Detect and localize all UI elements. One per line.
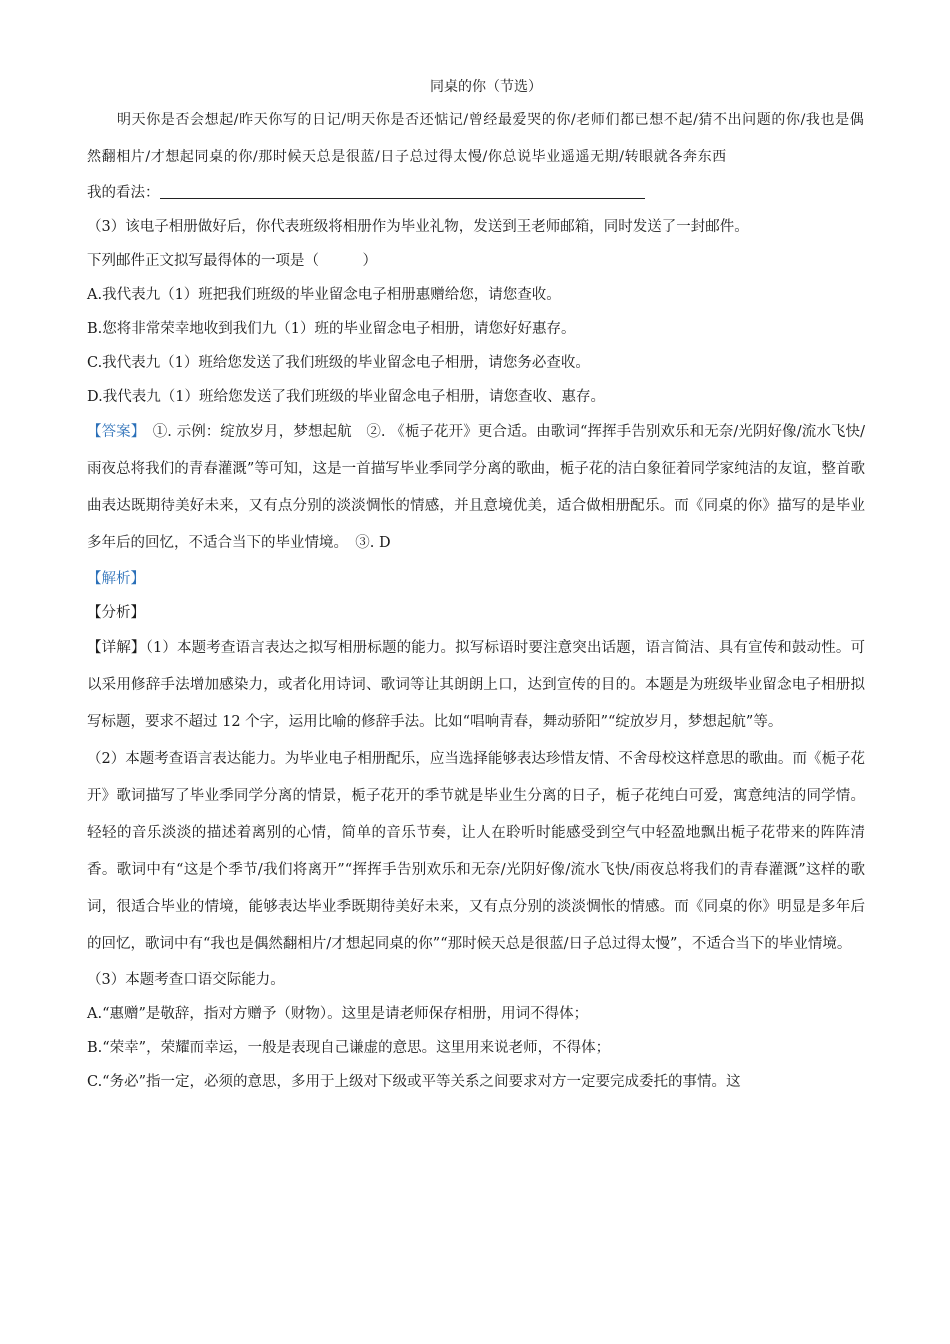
detail-tag: 【详解】 (87, 640, 146, 656)
detail-1-text: （1）本题考查语言表达之拟写相册标题的能力。拟写标语时要注意突出话题，语言简洁、具有宣传和鼓动性。可以采用修辞手法增加感染力，或者化用诗词、歌词等让其朗朗上口，达到宣传的目的。本题是为班级毕业留念电子相册拟写标题，要求不超过 12 个字，运用比喻的修辞手法。比如“唱响青春，舞动骄阳”“绽放岁月，梦想起航”等。 (87, 640, 865, 730)
option-c: C.我代表九（1）班给您发送了我们班级的毕业留念电子相册，请您务必查收。 (87, 355, 590, 371)
detail-paragraph-2: （2）本题考查语言表达能力。为毕业电子相册配乐，应当选择能够表达珍惜友情、不舍母校这样意思的歌曲。而《栀子花开》歌词描写了毕业季同学分离的情景，栀子花开的季节就是毕业生分离的日子，栀子花纯白可爱，寓意纯洁的同学情。轻轻的音乐淡淡的描述着离别的心情，简单的音乐节奏，让人在聆听时能感受到空气中轻盈地飘出栀子花带来的阵阵清香。歌词中有“这是个季节/我们将离开”“挥挥手告别欢乐和无奈/光阴好像/流水飞快/雨夜总将我们的青春灌溉”这样的歌词，很适合毕业的情境，能够表达毕业季既期待美好未来，又有点分别的淡淡惆怅的情感。而《同桌的你》明显是多年后的回忆，歌词中有“我也是偶然翻相片/才想起同桌的你”“那时候天总是很蓝/日子总过得太慢”，不适合当下的毕业情境。 (87, 751, 865, 952)
detail-3-a: A.“惠赠”是敬辞，指对方赠予（财物）。这里是请老师保存相册，用词不得体； (87, 1006, 589, 1022)
my-view-label: 我的看法： (87, 185, 160, 201)
document-content (87, 76, 865, 1099)
analysis-tag: 【解析】 (87, 571, 145, 587)
detail-3-intro: （3）本题考查口语交际能力。 (87, 972, 285, 988)
question3-prompt: 下列邮件正文拟写最得体的一项是（ ） (87, 253, 377, 269)
detail-paragraph-1 (87, 630, 865, 741)
answer-tag: 【答案】 (87, 424, 139, 440)
fenxi-tag: 【分析】 (87, 605, 145, 621)
poem-title: 同桌的你（节选） (430, 79, 542, 95)
option-a: A.我代表九（1）班把我们班级的毕业留念电子相册惠赠给您，请您查收。 (87, 287, 561, 303)
my-view-line (87, 176, 865, 210)
option-b: B.您将非常荣幸地收到我们九（1）班的毕业留念电子相册，请您好好惠存。 (87, 321, 576, 337)
detail-3-b: B.“荣幸”，荣耀而幸运，一般是表现自己谦虚的意思。这里用来说老师，不得体； (87, 1040, 611, 1056)
detail-3-c: C.“务必”指一定，必须的意思，多用于上级对下级或平等关系之间要求对方一定要完成委托的事情。这 (87, 1074, 741, 1090)
question3-intro: （3）该电子相册做好后，你代表班级将相册作为毕业礼物，发送到王老师邮箱，同时发送了一封邮件。 (87, 219, 749, 235)
answer-text: ①. 示例：绽放岁月，梦想起航 ②. 《栀子花开》更合适。由歌词“挥挥手告别欢乐和无奈/光阴好像/流水飞快/雨夜总将我们的青春灌溉”等可知，这是一首描写毕业季同学分离的歌曲，栀子花的洁白象征着同学家纯洁的友谊，整首歌曲表达既期待美好未来，又有点分别的淡淡惆怅的情感，并且意境优美，适合做相册配乐。而《同桌的你》描写的是毕业多年后的回忆，不适合当下的毕业情境。 ③. D (87, 424, 865, 551)
answer-paragraph (87, 414, 865, 562)
option-d: D.我代表九（1）班给您发送了我们班级的毕业留念电子相册，请您查收、惠存。 (87, 389, 605, 405)
poem-lyrics: 明天你是否会想起/昨天你写的日记/明天你是否还惦记/曾经最爱哭的你/老师们都已想不起/猜不出问题的你/我也是偶然翻相片/才想起同桌的你/那时候天总是很蓝/日子总过得太慢/你总说毕业遥遥无期/转眼就各奔东西 (87, 112, 865, 165)
answer-blank[interactable] (160, 178, 645, 199)
